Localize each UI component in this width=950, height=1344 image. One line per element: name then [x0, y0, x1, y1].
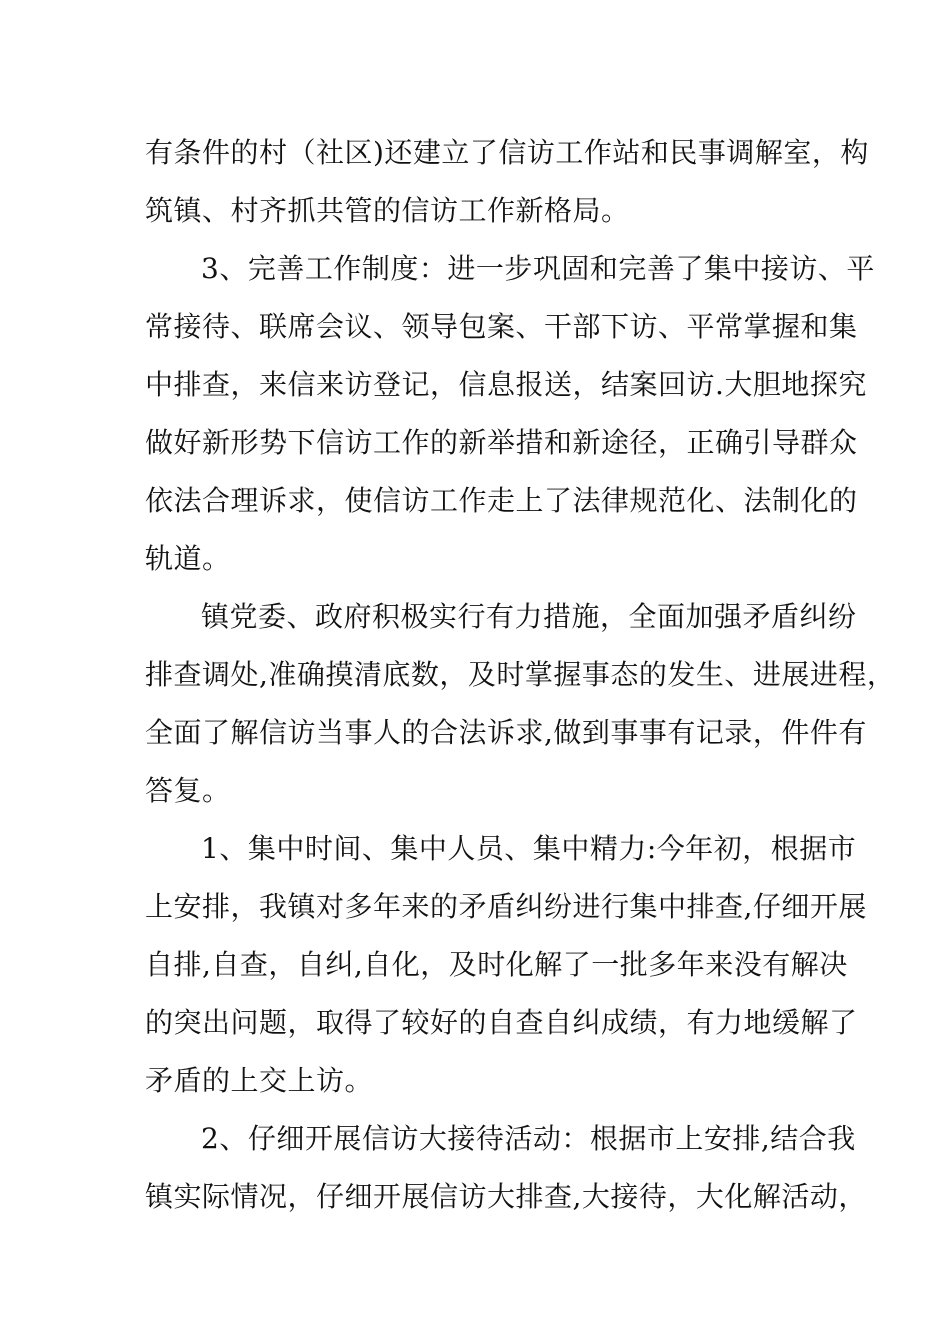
paragraph-3	[145, 588, 896, 820]
text-line: 2、仔细开展信访大接待活动：根据市上安排,结合我	[201, 1122, 856, 1155]
text-line: 中排查，来信来访登记，信息报送，结案回访.大胆地探究	[145, 368, 867, 401]
text-line: 有条件的村（社区)还建立了信访工作站和民事调解室，构	[145, 136, 869, 169]
text-line: 自排,自查，自纠,自化，及时化解了一批多年来没有解决	[145, 948, 848, 981]
text-line: 依法合理诉求，使信访工作走上了法律规范化、法制化的	[145, 484, 858, 517]
text-line: 常接待、联席会议、领导包案、干部下访、平常掌握和集	[145, 310, 858, 343]
text-line: 轨道。	[145, 542, 231, 575]
text-line: 1、集中时间、集中人员、集中精力:今年初，根据市	[201, 832, 857, 865]
text-line: 答复。	[145, 774, 231, 807]
text-line: 筑镇、村齐抓共管的信访工作新格局。	[145, 194, 630, 227]
text-line: 全面了解信访当事人的合法诉求,做到事事有记录，件件有	[145, 716, 867, 749]
document-body	[145, 124, 896, 1226]
paragraph-4	[145, 820, 867, 1110]
text-line: 矛盾的上交上访。	[145, 1064, 374, 1097]
text-line: 镇党委、政府积极实行有力措施，全面加强矛盾纠纷	[201, 600, 857, 633]
text-line: 镇实际情况，仔细开展信访大排查,大接待，大化解活动，	[145, 1180, 867, 1213]
paragraph-1	[145, 124, 869, 240]
text-line: 的突出问题，取得了较好的自查自纠成绩，有力地缓解了	[145, 1006, 858, 1039]
text-line: 做好新形势下信访工作的新举措和新途径，正确引导群众	[145, 426, 858, 459]
text-line: 3、完善工作制度：进一步巩固和完善了集中接访、平	[201, 252, 875, 285]
text-line: 上安排，我镇对多年来的矛盾纠纷进行集中排查,仔细开展	[145, 890, 867, 923]
text-line: 排查调处,准确摸清底数，及时掌握事态的发生、进展进程，	[145, 658, 896, 691]
paragraph-5	[145, 1110, 867, 1226]
paragraph-2	[145, 240, 875, 588]
